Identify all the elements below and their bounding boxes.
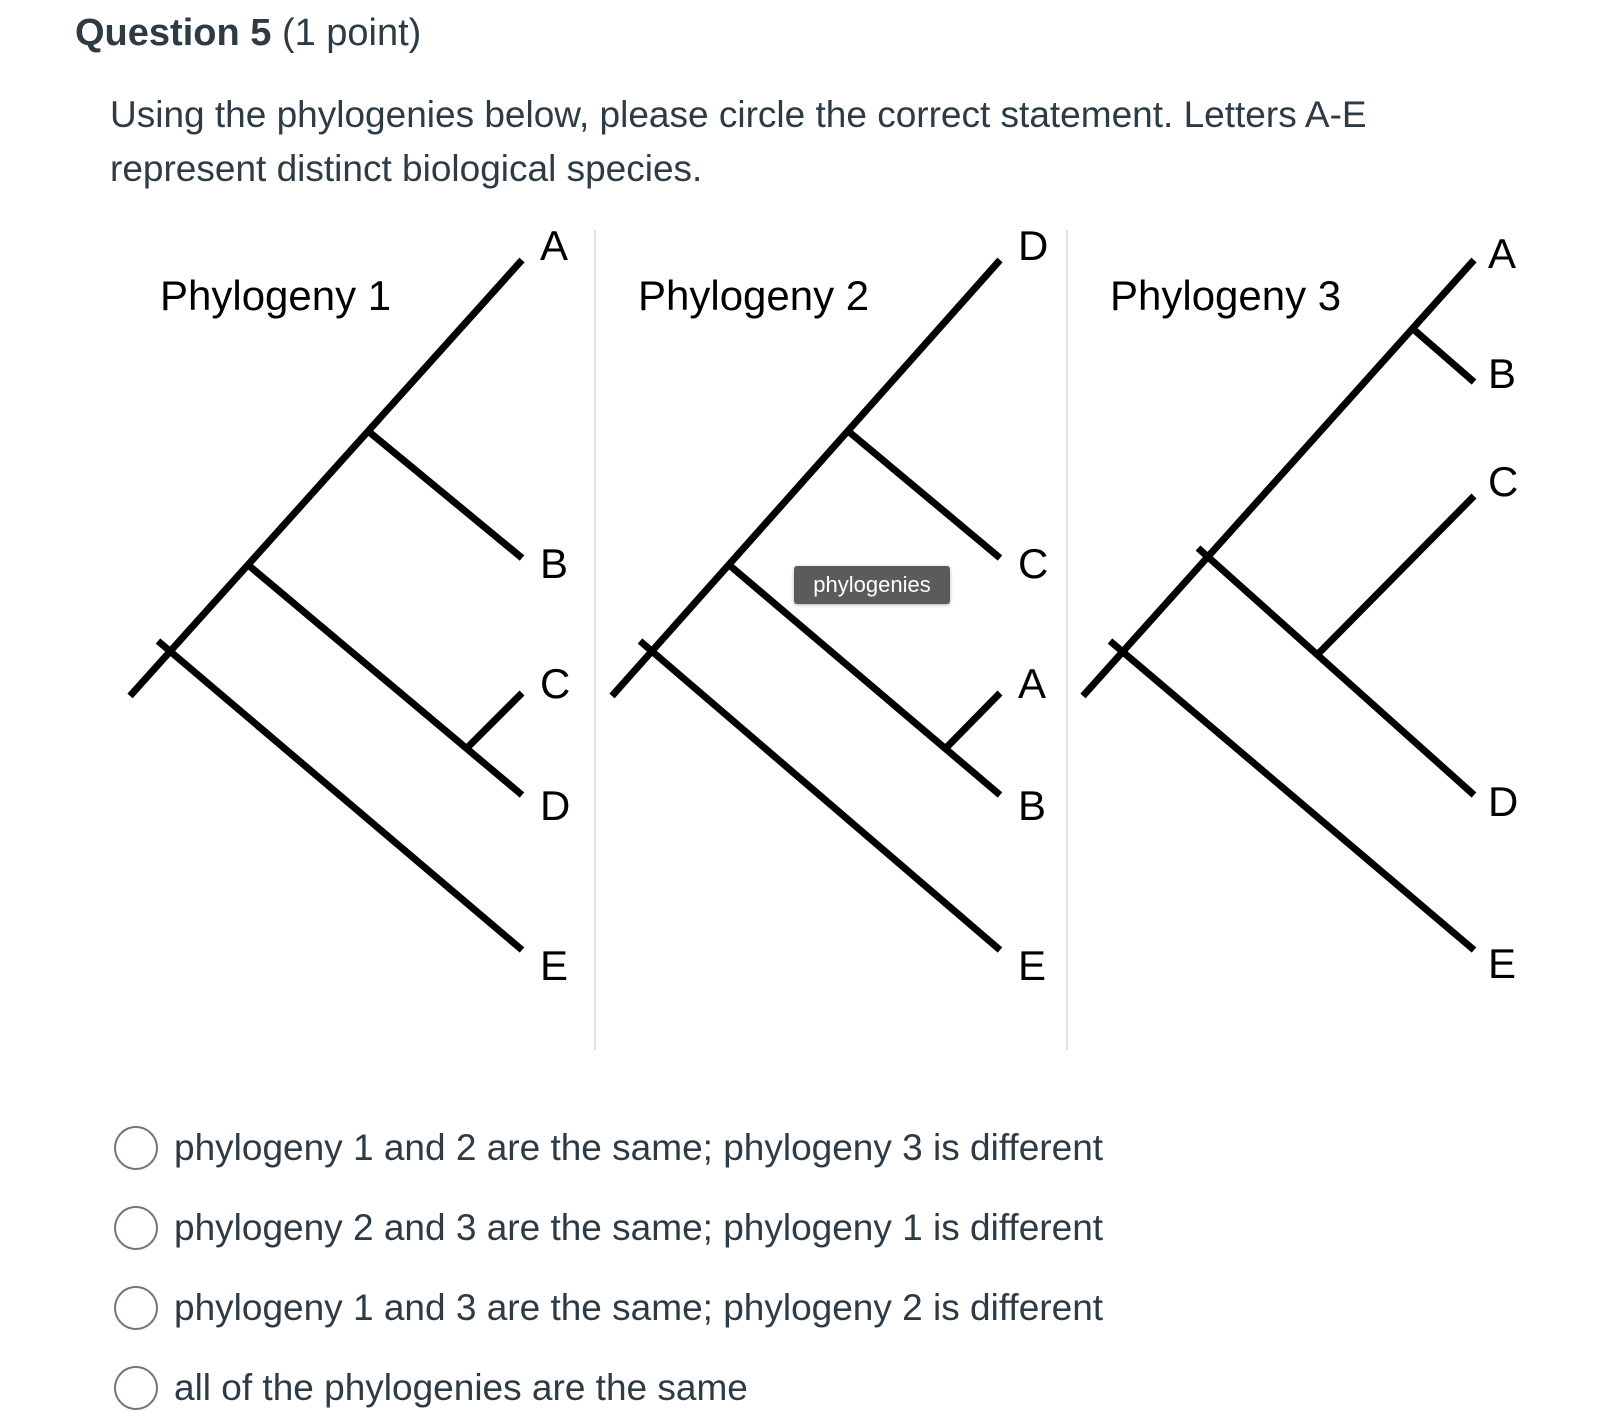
phylogeny-1-tip-label: E	[540, 942, 569, 989]
question-header	[75, 12, 421, 55]
phylogeny-3-tip-label: B	[1488, 350, 1517, 397]
radio-button[interactable]	[114, 1126, 158, 1170]
answer-option[interactable]	[114, 1348, 1103, 1428]
radio-button[interactable]	[114, 1366, 158, 1410]
question-prompt: Using the phylogenies below, please circle the correct statement. Letters A-E represent distinct biological species.	[110, 94, 1367, 189]
answer-label[interactable]: phylogeny 1 and 3 are the same; phylogeny 2 is different	[174, 1287, 1104, 1328]
phylogeny-3-tree	[1083, 230, 1518, 987]
question-title: Question 5	[75, 12, 272, 54]
phylogeny-1-tip-label: A	[540, 222, 569, 269]
answer-option[interactable]	[114, 1188, 1103, 1268]
phylogeny-2-tip-label: D	[1018, 222, 1049, 269]
phylogeny-1-title: Phylogeny 1	[160, 272, 392, 319]
phylogeny-2-tip-label: C	[1018, 540, 1049, 587]
phylogeny-2-tip-label: E	[1018, 942, 1047, 989]
question-points: (1 point)	[281, 12, 422, 54]
phylogenies-figure	[0, 220, 1612, 1060]
phylogeny-3-tip-label: C	[1488, 458, 1519, 505]
phylogeny-2-tip-label: A	[1018, 660, 1047, 707]
phylogeny-2-tree	[612, 222, 1048, 989]
answer-options	[114, 1108, 1103, 1428]
phylogeny-2-title: Phylogeny 2	[638, 272, 870, 319]
image-alt-tooltip: phylogenies	[794, 566, 950, 604]
phylogeny-3-tip-label: A	[1488, 230, 1517, 277]
phylogeny-3-tip-label: E	[1488, 940, 1517, 987]
phylogenies-image	[0, 220, 1612, 1060]
phylogeny-1-tree	[130, 222, 570, 989]
phylogeny-1-tip-label: B	[540, 540, 569, 587]
phylogeny-3-title: Phylogeny 3	[1110, 272, 1342, 319]
phylogeny-2-tip-label: B	[1018, 782, 1047, 829]
radio-button[interactable]	[114, 1206, 158, 1250]
answer-label[interactable]: all of the phylogenies are the same	[174, 1367, 748, 1408]
radio-button[interactable]	[114, 1286, 158, 1330]
phylogeny-1-tip-label: D	[540, 782, 571, 829]
answer-option[interactable]	[114, 1108, 1103, 1188]
phylogeny-3-tip-label: D	[1488, 778, 1519, 825]
answer-label[interactable]: phylogeny 1 and 2 are the same; phylogeny 3 is different	[174, 1127, 1104, 1168]
phylogeny-1-tip-label: C	[540, 660, 571, 707]
answer-label[interactable]: phylogeny 2 and 3 are the same; phylogeny 1 is different	[174, 1207, 1104, 1248]
answer-option[interactable]	[114, 1268, 1103, 1348]
